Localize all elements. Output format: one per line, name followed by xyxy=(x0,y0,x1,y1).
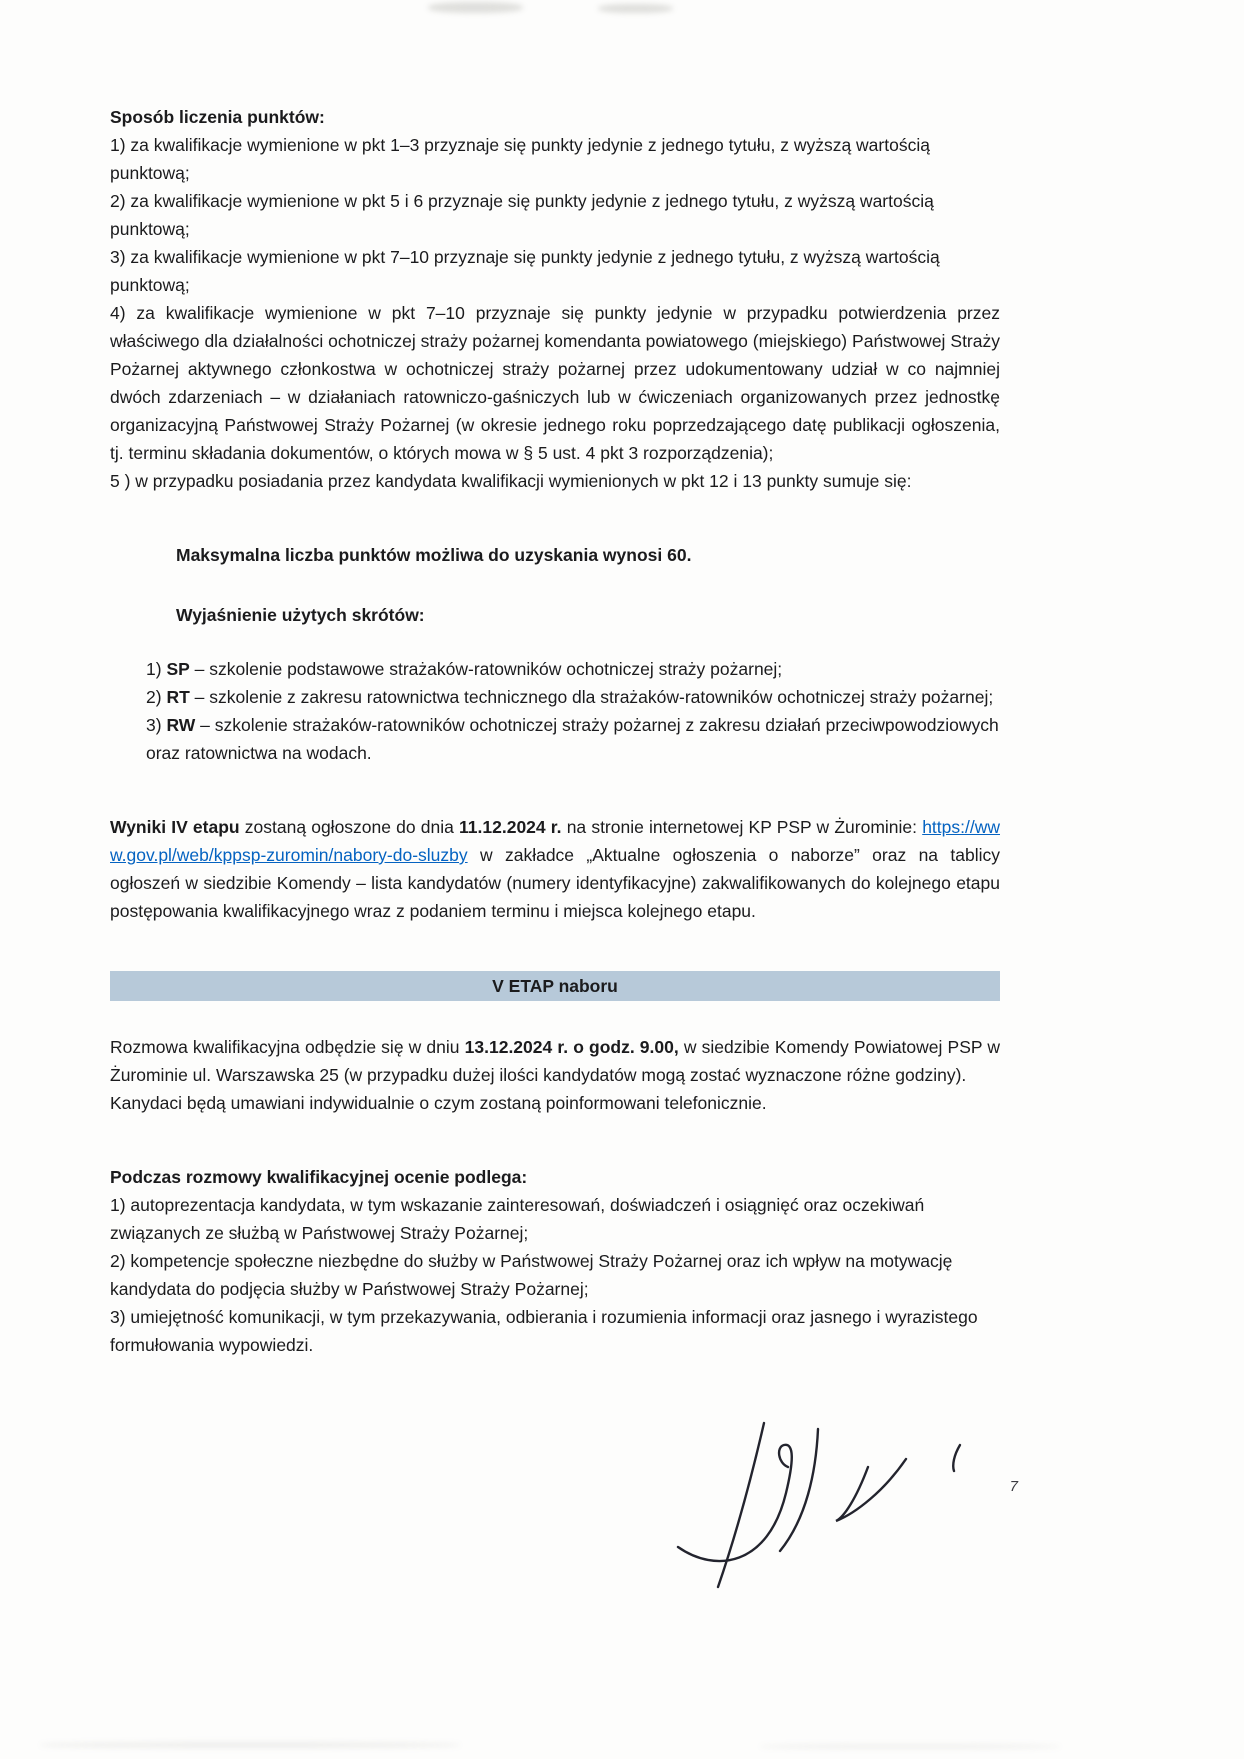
text-run: w zakładce „Aktualne ogłoszenia o naborze” oraz na tablicy ogłoszeń w siedzibie Komendy – lista kandydatów (numery identyfikacyjne) zakwalifikowanych do kolejnego etapu postępowania kwalifikacyjnego wraz z podaniem terminu i miejsca kolejnego etapu. xyxy=(110,845,1000,921)
scan-artifact xyxy=(428,2,523,13)
abbreviation-item-sp xyxy=(146,655,1000,683)
abbreviations-heading: Wyjaśnienie użytych skrótów: xyxy=(176,605,425,625)
max-points-statement: Maksymalna liczba punktów możliwa do uzyskania wynosi 60. xyxy=(176,545,692,565)
scoring-heading: Sposób liczenia punktów: xyxy=(110,107,325,127)
abbreviation-item-rw xyxy=(146,711,1000,767)
scan-artifact xyxy=(760,1744,1060,1749)
scoring-item-4: 4) za kwalifikacje wymienione w pkt 7–10 przyznaje się punkty jedynie w przypadku potwierdzenia przez właściwego dla działalności ochotniczej straży pożarnej komendanta powiatowego (miejskiego) Państwowej Straży Pożarnej aktywnego członkostwa w ochotniczej straży pożarnej przez udokumentowany udział w co najmniej dwóch zdarzeniach – w działaniach ratowniczo-gaśniczych lub w ćwiczeniach organizowanych przez jednostkę organizacyjną Państwowej Straży Pożarnej (w okresie jednego roku poprzedzającego datę publikacji ogłoszenia, tj. terminu składania dokumentów, o których mowa w § 5 ust. 4 pkt 3 rozporządzenia); xyxy=(110,303,1000,463)
text-run: RT xyxy=(166,687,190,707)
abbreviation-item-rt xyxy=(146,683,1000,711)
scoring-item-1: 1) za kwalifikacje wymienione w pkt 1–3 przyznaje się punkty jedynie z jednego tytułu, z wyższą wartością punktową; xyxy=(110,135,930,183)
text-run: na stronie internetowej KP PSP w Żurominie: xyxy=(561,817,923,837)
text-run: 2) xyxy=(146,687,167,707)
page-number: 7 xyxy=(1009,1478,1018,1495)
scan-artifact xyxy=(40,1742,460,1748)
text-run: zostaną ogłoszone do dnia xyxy=(239,817,460,837)
text-run: – szkolenie strażaków-ratowników ochotniczej straży pożarnej z zakresu działań przeciwpowodziowych oraz ratownictwa na wodach. xyxy=(146,715,999,763)
scoring-section xyxy=(110,103,1000,495)
phone-note: Kanydaci będą umawiani indywidualnie o czym zostaną poinformowani telefonicznie. xyxy=(110,1093,767,1113)
interview-paragraph xyxy=(110,1033,1000,1089)
text-run: 11.12.2024 r. xyxy=(459,817,562,837)
evaluation-heading: Podczas rozmowy kwalifikacyjnej ocenie podlega: xyxy=(110,1167,528,1187)
stage5-header-bar: V ETAP naboru xyxy=(110,971,1000,1001)
text-run: SP xyxy=(166,659,190,679)
signature-area xyxy=(110,1415,1018,1625)
text-run: Wyniki IV etapu xyxy=(110,817,240,837)
text-run: – szkolenie z zakresu ratownictwa technicznego dla strażaków-ratowników ochotniczej straży pożarnej; xyxy=(189,687,994,707)
evaluation-item-2: 2) kompetencje społeczne niezbędne do służby w Państwowej Straży Pożarnej oraz ich wpływ na motywację kandydata do podjęcia służby w Państwowej Straży Pożarnej; xyxy=(110,1251,953,1299)
text-run: 13.12.2024 r. o godz. 9.00, xyxy=(464,1037,679,1057)
text-run: 1) xyxy=(146,659,167,679)
scan-artifact xyxy=(598,4,673,13)
text-run: Rozmowa kwalifikacyjna odbędzie się w dniu xyxy=(110,1037,465,1057)
text-run: 3) xyxy=(146,715,167,735)
text-run: RW xyxy=(166,715,196,735)
scoring-item-2: 2) za kwalifikacje wymienione w pkt 5 i 6 przyznaje się punkty jedynie z jednego tytułu, z wyższą wartością punktową; xyxy=(110,191,934,239)
stage4-results-paragraph xyxy=(110,813,1000,925)
handwritten-signature xyxy=(660,1415,1060,1605)
hyperlink[interactable]: https://www.gov.pl/web/kppsp-zuromin/nabory-do-sluzby xyxy=(110,817,1000,865)
evaluation-item-1: 1) autoprezentacja kandydata, w tym wskazanie zainteresowań, doświadczeń i osiągnięć oraz oczekiwań związanych ze służbą w Państwowej Straży Pożarnej; xyxy=(110,1195,925,1243)
scoring-item-3: 3) za kwalifikacje wymienione w pkt 7–10 przyznaje się punkty jedynie z jednego tytułu, z wyższą wartością punktową; xyxy=(110,247,940,295)
text-run: w siedzibie Komendy Powiatowej PSP w Żurominie ul. Warszawska 25 (w przypadku dużej ilości kandydatów mogą zostać wyznaczone różne godziny). xyxy=(110,1037,1000,1085)
stage5-section xyxy=(110,1033,1000,1359)
text-run: – szkolenie podstawowe strażaków-ratowników ochotniczej straży pożarnej; xyxy=(189,659,783,679)
evaluation-item-3: 3) umiejętność komunikacji, w tym przekazywania, odbierania i rozumienia informacji oraz jasnego i wyrazistego formułowania wypowiedzi. xyxy=(110,1307,978,1355)
abbreviations-section xyxy=(110,601,1000,767)
scoring-item-5: 5 ) w przypadku posiadania przez kandydata kwalifikacji wymienionych w pkt 12 i 13 punkty sumuje się: xyxy=(110,471,912,491)
